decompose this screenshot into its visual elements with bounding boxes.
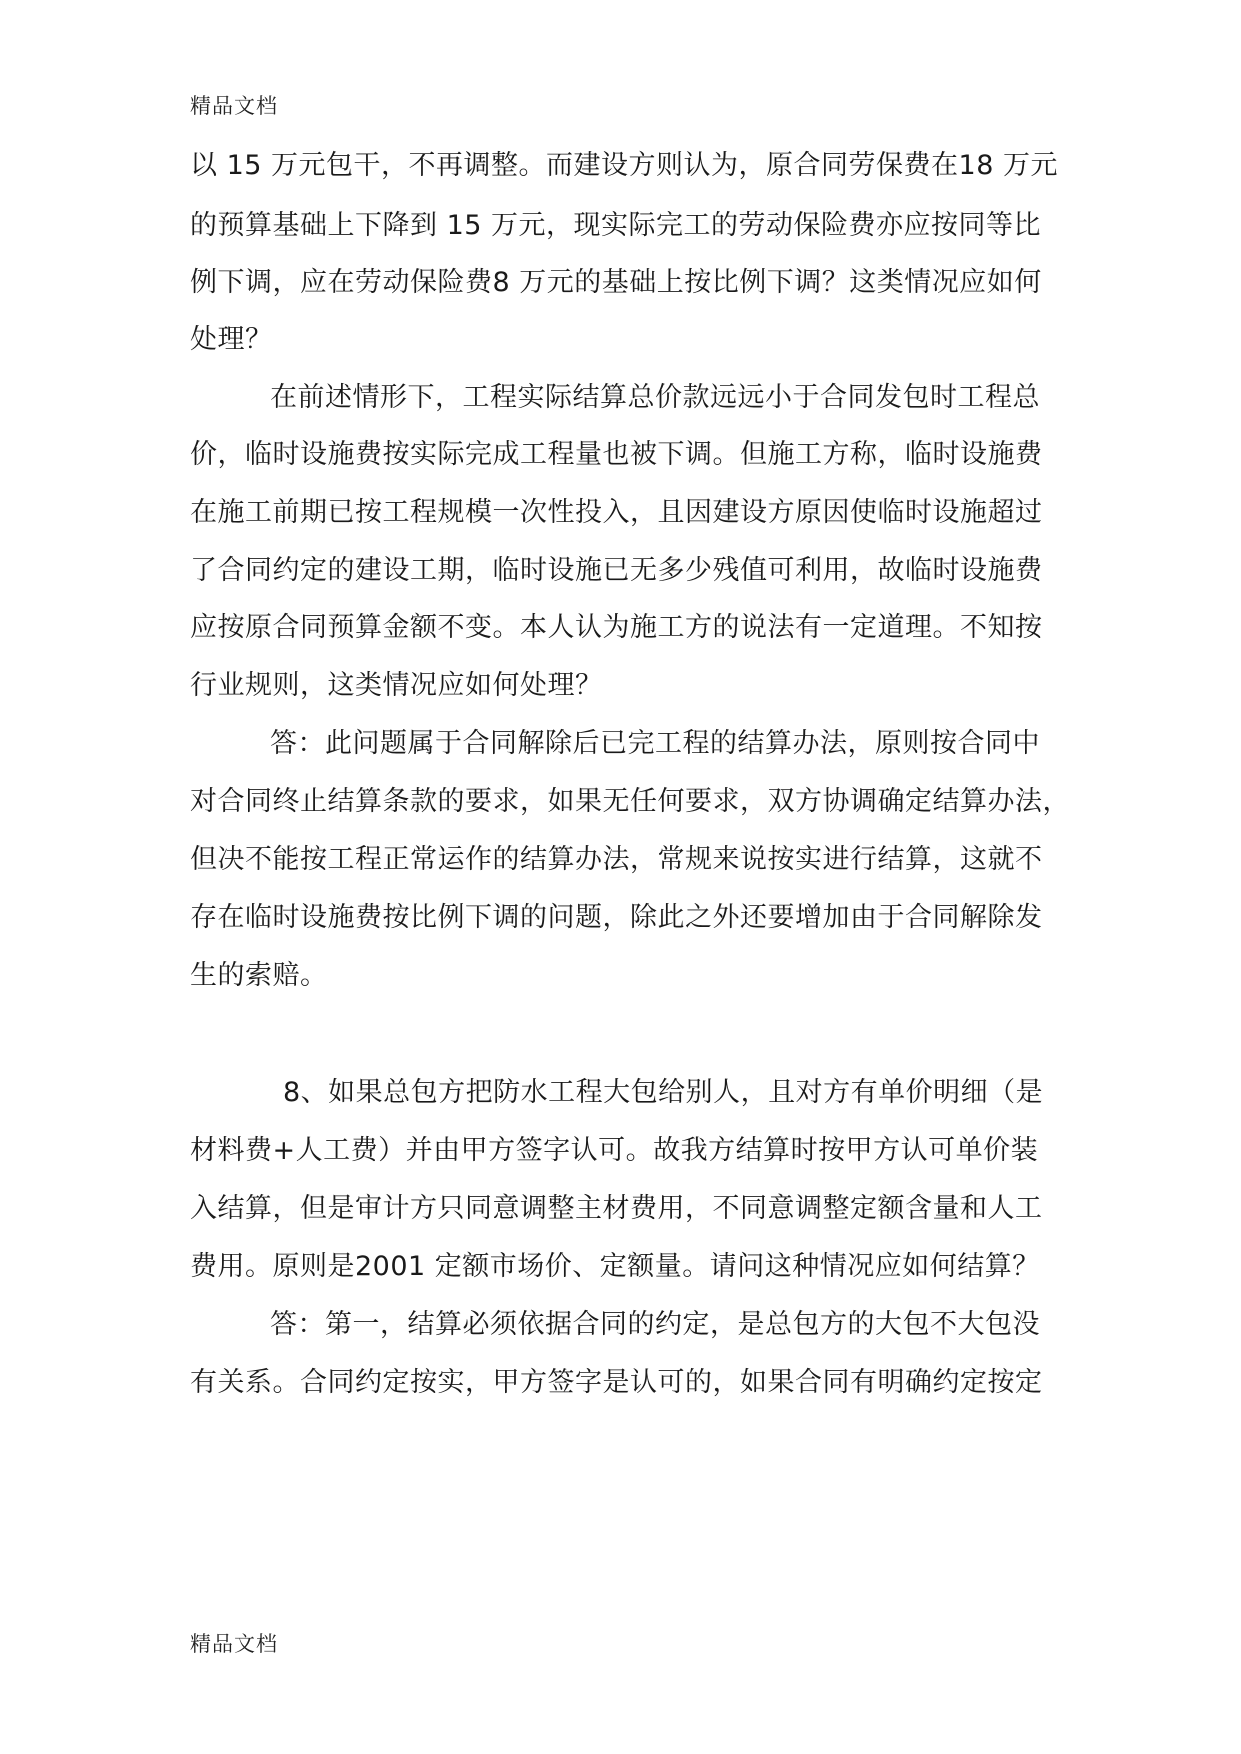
text-line: 材料费+人工费）并由甲方签字认可。故我方结算时按甲方认可单价装 <box>190 1135 1039 1166</box>
text-line: 处理？ <box>190 324 273 355</box>
page-footer: 精品文档 <box>190 1632 278 1656</box>
text-line: 应按原合同预算金额不变。本人认为施工方的说法有一定道理。不知按 <box>190 612 1043 643</box>
text-line: 的预算基础上下降到 15 万元，现实际完工的劳动保险费亦应按同等比 <box>190 210 1042 241</box>
text-line: 入结算，但是审计方只同意调整主材费用，不同意调整定额含量和人工 <box>190 1193 1043 1224</box>
text-line: 答：此问题属于合同解除后已完工程的结算办法，原则按合同中 <box>270 728 1040 759</box>
text-line: 存在临时设施费按比例下调的问题，除此之外还要增加由于合同解除发 <box>190 902 1043 933</box>
text-line: 行业规则，这类情况应如何处理？ <box>190 670 603 701</box>
text-line: 了合同约定的建设工期，临时设施已无多少残值可利用，故临时设施费 <box>190 555 1043 586</box>
text-line: 8、如果总包方把防水工程大包给别人，且对方有单价明细（是 <box>283 1077 1044 1108</box>
text-line: 以 15 万元包干，不再调整。而建设方则认为，原合同劳保费在18 万元 <box>190 150 1058 181</box>
text-line: 例下调，应在劳动保险费8 万元的基础上按比例下调？这类情况应如何 <box>190 267 1042 298</box>
text-line: 生的索赔。 <box>190 960 328 991</box>
text-line: 价，临时设施费按实际完成工程量也被下调。但施工方称，临时设施费 <box>190 439 1043 470</box>
text-line: 费用。原则是2001 定额市场价、定额量。请问这种情况应如何结算？ <box>190 1251 1040 1282</box>
text-line: 有关系。合同约定按实，甲方签字是认可的，如果合同有明确约定按定 <box>190 1367 1043 1398</box>
text-line: 答：第一，结算必须依据合同的约定，是总包方的大包不大包没 <box>270 1309 1040 1340</box>
text-line: 对合同终止结算条款的要求，如果无任何要求，双方协调确定结算办法， <box>190 786 1070 817</box>
page-header: 精品文档 <box>190 94 278 118</box>
text-line: 在施工前期已按工程规模一次性投入，且因建设方原因使临时设施超过 <box>190 497 1043 528</box>
text-line: 但决不能按工程正常运作的结算办法，常规来说按实进行结算，这就不 <box>190 844 1043 875</box>
text-line: 在前述情形下，工程实际结算总价款远远小于合同发包时工程总 <box>270 382 1040 413</box>
